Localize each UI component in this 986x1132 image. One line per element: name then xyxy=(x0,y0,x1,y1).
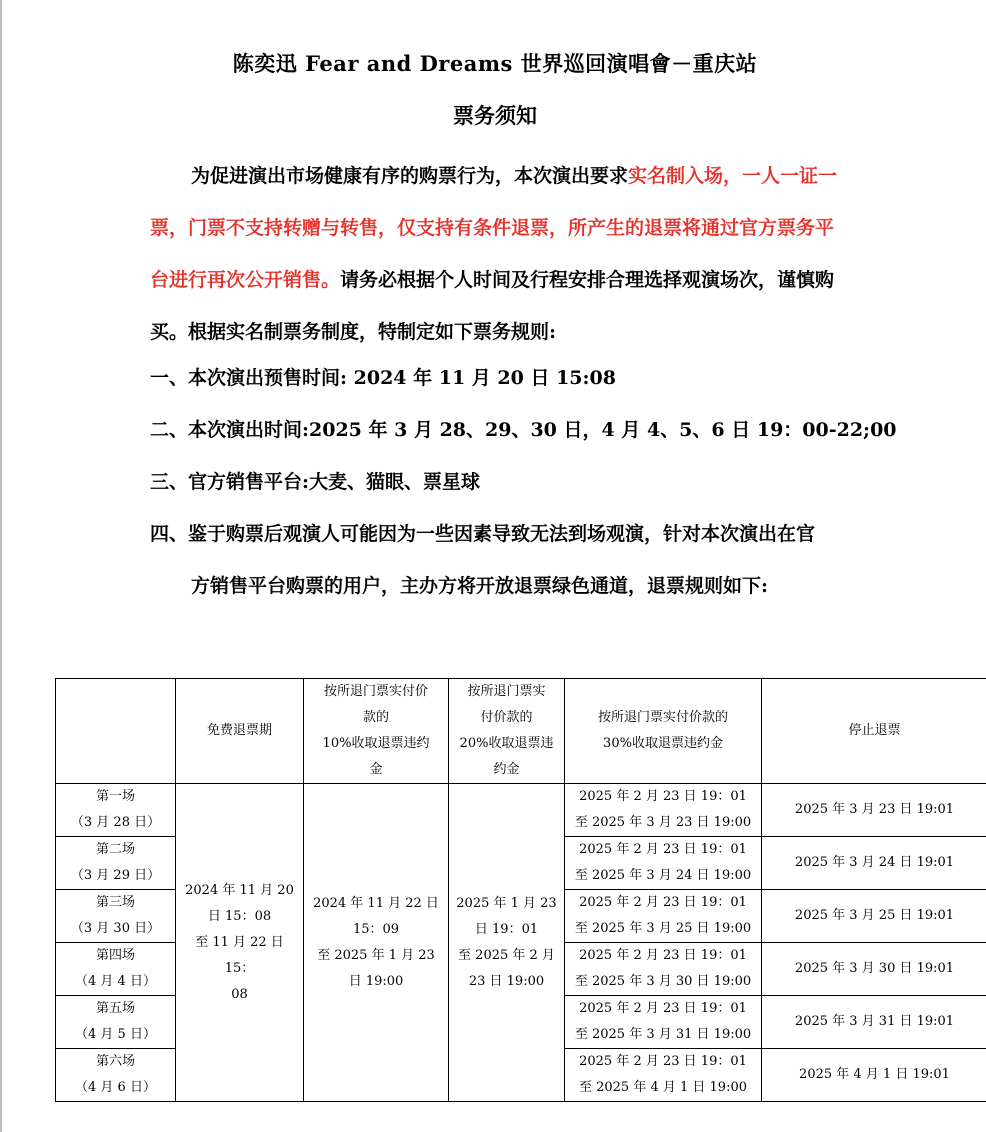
show-cell: 第六场 （4 月 6 日） xyxy=(56,1049,176,1102)
stop-refund-time: 2025 年 3 月 30 日 19:01 xyxy=(762,943,986,996)
rule-platforms: 三、官方销售平台:大麦、猫眼、票星球 xyxy=(150,471,481,493)
rule-refund-intro-1: 四、鉴于购票后观演人可能因为一些因素导致无法到场观演，针对本次演出在官 xyxy=(150,523,816,545)
show-cell: 第一场 （3 月 28 日） xyxy=(56,784,176,837)
stop-refund-time: 2025 年 3 月 24 日 19:01 xyxy=(762,837,986,890)
thirty-percent-period: 2025 年 2 月 23 日 19：01 至 2025 年 4 月 1 日 19:00 xyxy=(565,1049,762,1102)
stop-refund-time: 2025 年 4 月 1 日 19:01 xyxy=(762,1049,986,1102)
page-subtitle: 票务须知 xyxy=(453,103,537,128)
refund-table xyxy=(55,678,986,1102)
page-edge-rule xyxy=(0,0,2,1132)
intro-paragraph xyxy=(150,150,850,358)
thirty-percent-period: 2025 年 2 月 23 日 19：01 至 2025 年 3 月 23 日 19:00 xyxy=(565,784,762,837)
rule-show-time: 二、本次演出时间:2025 年 3 月 28、29、30 日，4 月 4、5、6 日 19：00-22;00 xyxy=(150,419,897,441)
header-stop-refund: 停止退票 xyxy=(762,679,986,784)
intro-text-1: 为促进演出市场健康有序的购票行为，本次演出要求 xyxy=(191,165,629,187)
thirty-percent-period: 2025 年 2 月 23 日 19：01 至 2025 年 3 月 31 日 19:00 xyxy=(565,996,762,1049)
table-row xyxy=(56,784,986,837)
rule-refund-intro-2: 方销售平台购票的用户，主办方将开放退票绿色通道，退票规则如下: xyxy=(191,575,769,597)
ten-percent-period: 2024 年 11 月 22 日 15：09 至 2025 年 1 月 23 日 19:00 xyxy=(304,784,449,1102)
show-cell: 第二场 （3 月 29 日） xyxy=(56,837,176,890)
show-cell: 第四场 （4 月 4 日） xyxy=(56,943,176,996)
table-header-row xyxy=(56,679,986,784)
stop-refund-time: 2025 年 3 月 25 日 19:01 xyxy=(762,890,986,943)
show-cell: 第五场 （4 月 5 日） xyxy=(56,996,176,1049)
intro-highlight: 实名制入场，一人一证一票，门票不支持转赠与转售，仅支持有条件退票，所产生的退票将通过官方票务平台进行再次公开销售。 xyxy=(150,165,838,291)
free-refund-period: 2024 年 11 月 20 日 15：08 至 11 月 22 日 15： 08 xyxy=(176,784,304,1102)
header-10-percent: 按所退门票实付价 款的 10%收取退票违约 金 xyxy=(304,679,449,784)
thirty-percent-period: 2025 年 2 月 23 日 19：01 至 2025 年 3 月 24 日 19:00 xyxy=(565,837,762,890)
thirty-percent-period: 2025 年 2 月 23 日 19：01 至 2025 年 3 月 25 日 19:00 xyxy=(565,890,762,943)
thirty-percent-period: 2025 年 2 月 23 日 19：01 至 2025 年 3 月 30 日 19:00 xyxy=(565,943,762,996)
rule-presale-time: 一、本次演出预售时间: 2024 年 11 月 20 日 15:08 xyxy=(150,367,616,389)
stop-refund-time: 2025 年 3 月 31 日 19:01 xyxy=(762,996,986,1049)
show-cell: 第三场 （3 月 30 日） xyxy=(56,890,176,943)
header-free-refund: 免费退票期 xyxy=(176,679,304,784)
twenty-percent-period: 2025 年 1 月 23 日 19：01 至 2025 年 2 月 23 日 19:00 xyxy=(449,784,565,1102)
header-20-percent: 按所退门票实 付价款的 20%收取退票违 约金 xyxy=(449,679,565,784)
header-corner-cell xyxy=(56,679,176,784)
stop-refund-time: 2025 年 3 月 23 日 19:01 xyxy=(762,784,986,837)
page-title: 陈奕迅 Fear and Dreams 世界巡回演唱會－重庆站 xyxy=(232,51,758,76)
header-30-percent: 按所退门票实付价款的 30%收取退票违约金 xyxy=(565,679,762,784)
intro-text-2: 请务必根据个人时间及行程安排合理选择观演场次，谨慎购买。根据实名制票务制度，特制定如下票务规则: xyxy=(150,269,835,343)
